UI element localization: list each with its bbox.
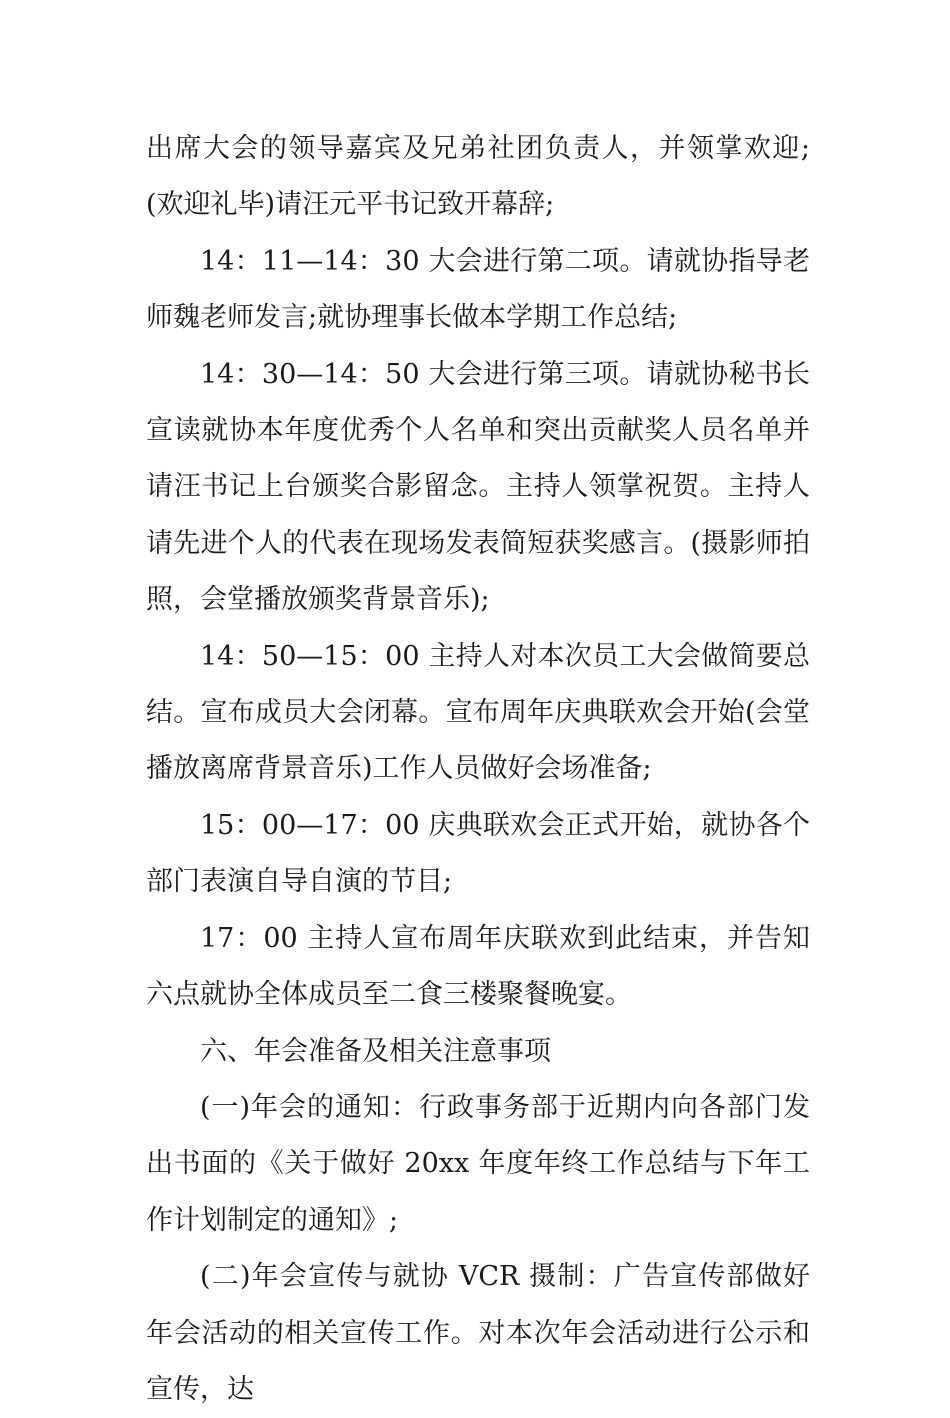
paragraph-agenda-item-2: 14：11—14：30 大会进行第二项。请就协指导老师魏老师发言;就协理事长做本学期工作总结; <box>146 245 810 334</box>
paragraph-publicity: (二)年会宣传与就协 VCR 摄制：广告宣传部做好年会活动的相关宣传工作。对本次年会活动进行公示和宣传，达 <box>146 1261 810 1405</box>
paragraph-agenda-performance: 15：00—17：00 庆典联欢会正式开始，就协各个部门表演自导自演的节目; <box>146 809 810 898</box>
paragraph-agenda-item-3: 14：30—14：50 大会进行第三项。请就协秘书长宣读就协本年度优秀个人名单和突出贡献奖人员名单并请汪书记上台颁奖合影留念。主持人领掌祝贺。主持人请先进个人的代表在现场发表简短获奖感言。(摄影师拍照，会堂播放颁奖背景音乐); <box>146 358 810 616</box>
paragraph-notice: (一)年会的通知：行政事务部于近期内向各部门发出书面的《关于做好 20xx 年度年终工作总结与下年工作计划制定的通知》; <box>146 1091 810 1236</box>
paragraph-agenda-closing: 17：00 主持人宣布周年庆联欢到此结束，并告知六点就协全体成员至二食三楼聚餐晚宴。 <box>146 922 810 1011</box>
document-body <box>146 121 810 1418</box>
paragraph-continuation: 出席大会的领导嘉宾及兄弟社团负责人，并领掌欢迎;(欢迎礼毕)请汪元平书记致开幕辞; <box>146 133 810 221</box>
paragraph-agenda-summary: 14：50—15：00 主持人对本次员工大会做简要总结。宣布成员大会闭幕。宣布周年庆典联欢会开始(会堂播放离席背景音乐)工作人员做好会场准备; <box>146 640 810 785</box>
section-heading: 六、年会准备及相关注意事项 <box>200 1035 551 1067</box>
